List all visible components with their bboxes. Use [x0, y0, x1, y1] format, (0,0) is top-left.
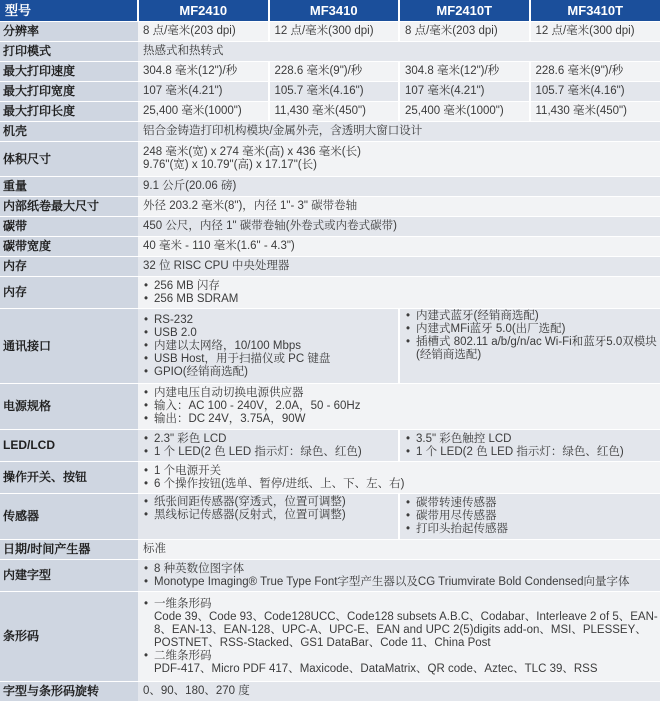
list-item: • 内建电压自动切换电源供应器 — [143, 387, 660, 400]
cell-value: 铝合金铸造打印机构模块/金属外壳，含透明大窗口设计 — [138, 122, 660, 142]
cell-value: 105.7 毫米(4.16") — [269, 82, 400, 102]
list-item: • 输出：DC 24V，3.75A，90W — [143, 413, 660, 426]
cell-value — [138, 309, 399, 384]
row-ribbon — [0, 217, 660, 237]
cell-value: 304.8 毫米(12")/秒 — [399, 62, 530, 82]
row-dimensions — [0, 142, 660, 177]
list-item: • 1 个 LED(2 色 LED 指示灯：绿色、红色) — [143, 446, 398, 459]
cell-value — [138, 142, 660, 177]
row-barcodes — [0, 592, 660, 682]
row-label: 传感器 — [0, 494, 138, 540]
row-label: 条形码 — [0, 592, 138, 682]
header-model-2: MF3410 — [269, 0, 400, 22]
row-label: 分辨率 — [0, 22, 138, 42]
list-item: • 黑线标记传感器(反射式，位置可调整) — [143, 509, 398, 522]
cell-value: 0、90、180、270 度 — [138, 682, 660, 702]
list-item: • 1 个电源开关 — [143, 465, 660, 478]
cell-value: 228.6 毫米(9")/秒 — [269, 62, 400, 82]
cell-value — [138, 430, 399, 462]
row-label: 机壳 — [0, 122, 138, 142]
row-weight — [0, 177, 660, 197]
row-label: 最大打印速度 — [0, 62, 138, 82]
list-item: • 1 个 LED(2 色 LED 指示灯：绿色、红色) — [405, 446, 660, 459]
cell-value — [138, 560, 660, 592]
row-label: 最大打印宽度 — [0, 82, 138, 102]
row-sensors — [0, 494, 660, 540]
dimensions-imperial: 9.76"(宽) x 10.79"(高) x 17.17"(长) — [143, 159, 317, 171]
cell-value — [138, 277, 660, 309]
row-fonts — [0, 560, 660, 592]
header-model-4: MF3410T — [530, 0, 660, 22]
row-max-width — [0, 82, 660, 102]
list-item: • USB 2.0 — [143, 327, 398, 340]
row-label: 字型与条形码旋转 — [0, 682, 138, 702]
row-housing — [0, 122, 660, 142]
row-ribbon-width — [0, 237, 660, 257]
list-item: • 打印头抬起传感器 — [405, 523, 660, 536]
row-label: 内部纸卷最大尺寸 — [0, 197, 138, 217]
list-item: • 3.5" 彩色触控 LCD — [405, 433, 660, 446]
row-max-speed — [0, 62, 660, 82]
header-label: 型号 — [0, 0, 138, 22]
header-model-1: MF2410 — [138, 0, 269, 22]
cell-value — [138, 462, 660, 494]
header-row — [0, 0, 660, 22]
cell-value: 25,400 毫米(1000") — [399, 102, 530, 122]
cell-value: 105.7 毫米(4.16") — [530, 82, 660, 102]
cell-value: 标准 — [138, 540, 660, 560]
list-item: • 256 MB SDRAM — [143, 293, 660, 306]
cell-value: 热感式和热转式 — [138, 42, 660, 62]
list-item: • 内建以太网络，10/100 Mbps — [143, 340, 398, 353]
barcode-1d-list: Code 39、Code 93、Code128UCC、Code128 subsets A.B.C、Codabar、Interleave 2 of 5、EAN-8、EAN-13、EAN-128、UPC-A、UPC-E、EAN and UPC 2(5)digits add-on、MSI、PLESSEY、POSTNET、RSS-Stacked、GS1 DataBar、Code 11、China Post — [154, 610, 658, 649]
row-label: 内存 — [0, 257, 138, 277]
row-power — [0, 384, 660, 430]
row-rotation — [0, 682, 660, 702]
row-label: 打印模式 — [0, 42, 138, 62]
row-controls — [0, 462, 660, 494]
cell-value — [399, 494, 660, 540]
row-label: 最大打印长度 — [0, 102, 138, 122]
row-resolution — [0, 22, 660, 42]
row-processor — [0, 257, 660, 277]
list-item: • RS-232 — [143, 314, 398, 327]
row-media-roll — [0, 197, 660, 217]
row-print-mode — [0, 42, 660, 62]
list-item: • 纸张间距传感器(穿透式，位置可调整) — [143, 496, 398, 509]
row-label: 日期/时间产生器 — [0, 540, 138, 560]
row-label: 体积尺寸 — [0, 142, 138, 177]
list-item: • 8 种英数位图字体 — [143, 563, 660, 576]
cell-value: 25,400 毫米(1000") — [138, 102, 269, 122]
row-display — [0, 430, 660, 462]
cell-value: 107 毫米(4.21") — [399, 82, 530, 102]
cell-value: 9.1 公斤(20.06 磅) — [138, 177, 660, 197]
barcode-2d-list: PDF-417、Micro PDF 417、Maxicode、DataMatrix、QR code、Aztec、TLC 39、RSS — [154, 662, 598, 675]
cell-value: 40 毫米 - 110 毫米(1.6" - 4.3") — [138, 237, 660, 257]
cell-value: 11,430 毫米(450") — [530, 102, 660, 122]
dimensions-metric: 248 毫米(宽) x 274 毫米(高) x 436 毫米(长) — [143, 146, 361, 158]
list-item: • 内建式MFi蓝牙 5.0(出厂选配) — [405, 323, 660, 336]
cell-value: 12 点/毫米(300 dpi) — [269, 22, 400, 42]
list-item: • GPIO(经销商选配) — [143, 366, 398, 379]
list-item: • 碳带转速传感器 — [405, 497, 660, 510]
row-label: 操作开关、按钮 — [0, 462, 138, 494]
cell-value: 8 点/毫米(203 dpi) — [138, 22, 269, 42]
row-label: 碳带宽度 — [0, 237, 138, 257]
cell-value — [138, 592, 660, 682]
row-label: 内建字型 — [0, 560, 138, 592]
cell-value: 8 点/毫米(203 dpi) — [399, 22, 530, 42]
row-label: 通讯接口 — [0, 309, 138, 384]
row-max-length — [0, 102, 660, 122]
row-rtc — [0, 540, 660, 560]
cell-value: 32 位 RISC CPU 中央处理器 — [138, 257, 660, 277]
list-item: • 输入：AC 100 - 240V，2.0A，50 - 60Hz — [143, 400, 660, 413]
list-item: • 256 MB 闪存 — [143, 280, 660, 293]
cell-value — [399, 430, 660, 462]
list-item: • 碳带用尽传感器 — [405, 510, 660, 523]
list-item: • 2.3" 彩色 LCD — [143, 433, 398, 446]
row-memory — [0, 277, 660, 309]
list-item: • USB Host，用于扫描仪或 PC 键盘 — [143, 353, 398, 366]
list-item: • 一维条形码 — [143, 598, 660, 611]
list-item: • Monotype Imaging® True Type Font字型产生器以及CG Triumvirate Bold Condensed向量字体 — [143, 576, 660, 589]
cell-value — [399, 309, 660, 384]
row-label: 电源规格 — [0, 384, 138, 430]
cell-value: 450 公尺，内径 1" 碳带卷轴(外卷式或内卷式碳带) — [138, 217, 660, 237]
cell-value — [138, 494, 399, 540]
row-interfaces — [0, 309, 660, 384]
cell-value: 228.6 毫米(9")/秒 — [530, 62, 660, 82]
cell-value: 外径 203.2 毫米(8")，内径 1"- 3" 碳带卷轴 — [138, 197, 660, 217]
cell-value: 12 点/毫米(300 dpi) — [530, 22, 660, 42]
row-label: 碳带 — [0, 217, 138, 237]
row-label: 内存 — [0, 277, 138, 309]
header-model-3: MF2410T — [399, 0, 530, 22]
list-item: • 二维条形码 — [143, 650, 660, 663]
list-item: • 插槽式 802.11 a/b/g/n/ac Wi-Fi和蓝牙5.0双模块(经销商选配) — [405, 336, 660, 362]
cell-value: 304.8 毫米(12")/秒 — [138, 62, 269, 82]
list-item: • 6 个操作按钮(选单、暂停/进纸、上、下、左、右) — [143, 478, 660, 491]
cell-value: 11,430 毫米(450") — [269, 102, 400, 122]
cell-value: 107 毫米(4.21") — [138, 82, 269, 102]
cell-value — [138, 384, 660, 430]
row-label: LED/LCD — [0, 430, 138, 462]
row-label: 重量 — [0, 177, 138, 197]
list-item: • 内建式蓝牙(经销商选配) — [405, 310, 660, 323]
